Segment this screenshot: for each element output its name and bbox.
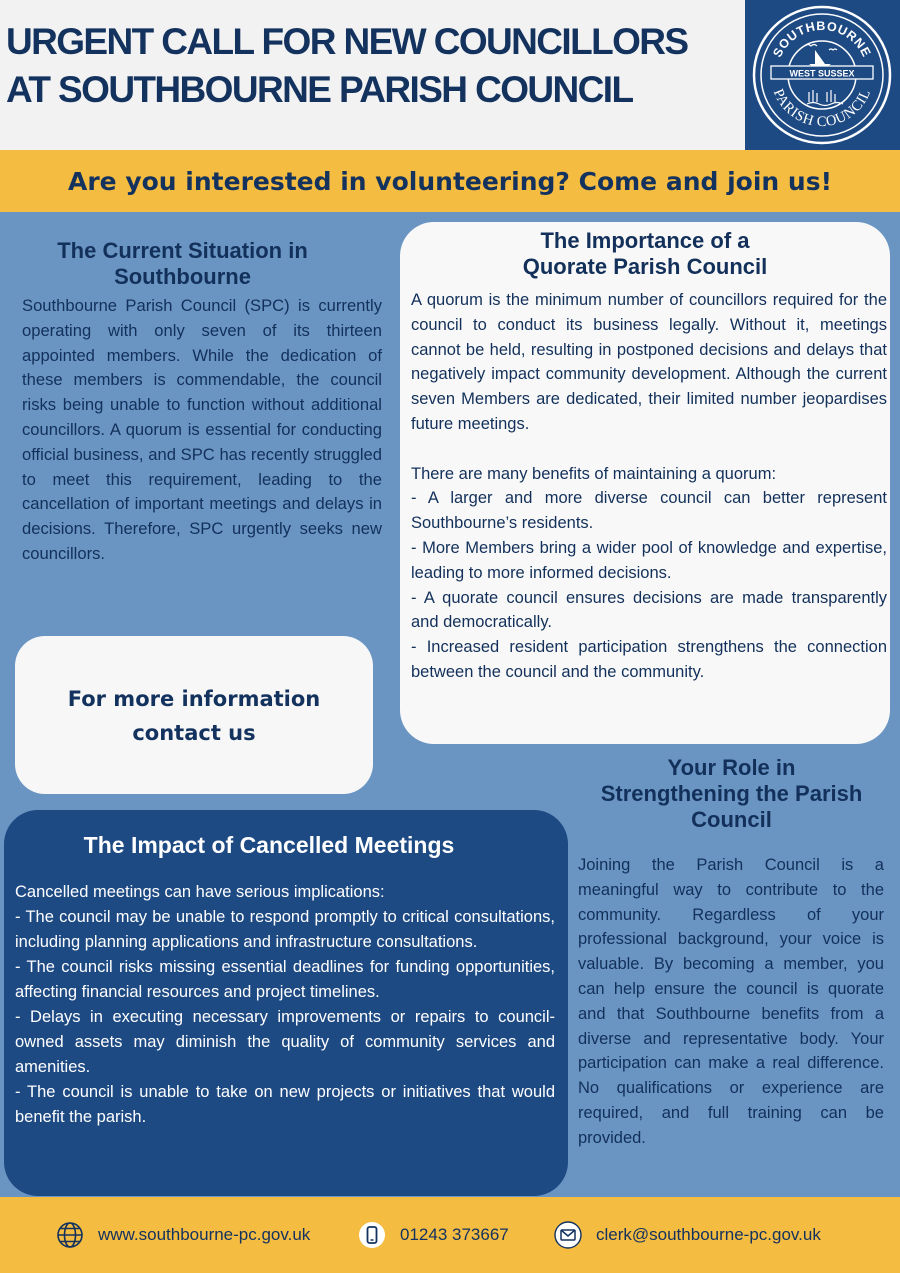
role-title-line3: Council [691,807,772,832]
current-situation-body: Southbourne Parish Council (SPC) is currently operating with only seven of its thirteen appointed members. While the dedication of these members is commendable, the council risks being unable to function without additional councillors. A quorum is essential for conducting official business, and SPC has recently struggled to meet this requirement, leading to the cancellation of important meetings and delays in decisions. Therefore, SPC urgently seeks new councillors. [22,296,382,563]
list-item: - Increased resident participation strengthens the connection between the council and the community. [411,638,887,681]
footer-phone[interactable] [358,1221,509,1249]
list-item: - The council is unable to take on new projects or initiatives that would benefit the parish. [15,1083,555,1126]
phone-number[interactable]: 01243 373667 [400,1225,509,1244]
contact-card-line1: For more information [67,687,321,711]
logo-banner-text: WEST SUSSEX [789,68,855,79]
contact-card [15,636,373,794]
quorate-title-line2: Quorate Parish Council [522,254,768,279]
footer-email[interactable] [554,1221,821,1249]
impact-body [15,880,555,1130]
list-item: - More Members bring a wider pool of knowledge and expertise, leading to more informed decisions. [411,538,887,582]
list-item: - Delays in executing necessary improvements or repairs to council-owned assets may diminish the quality of community services and amenities. [15,1008,555,1076]
envelope-icon [554,1221,582,1249]
impact-intro: Cancelled meetings can have serious implications: [15,883,385,901]
list-item: - A larger and more diverse council can better represent Southbourne’s residents. [411,489,887,533]
quorate-body [411,288,887,685]
footer [0,1197,900,1273]
contact-card-line2: contact us [132,721,256,745]
impact-title: The Impact of Cancelled Meetings [83,832,455,858]
list-item: - A quorate council ensures decisions are made transparently and democratically. [411,588,887,632]
quorate-title [400,228,890,280]
quorate-title-line1: The Importance of a [540,228,750,253]
role-title-line1: Your Role in [667,755,796,780]
parish-council-logo [745,0,900,150]
page-title [6,18,741,114]
quorate-card [400,222,890,744]
role-title [565,755,898,833]
globe-icon [56,1221,84,1249]
spacer [411,437,887,462]
banner [0,150,900,212]
footer-website[interactable] [56,1221,310,1249]
quorate-intro: A quorum is the minimum number of councillors required for the council to conduct its business legally. Without it, meetings cannot be held, resulting in postponed decisions and delays that negatively impact community development. Although the current seven Members are dedicated, their limited number jeopardises future meetings. [411,291,887,433]
logo-panel [745,0,900,150]
logo-top-text: SOUTHBOURNE [770,18,874,60]
current-situation-title: The Current Situation in Southbourne [57,238,308,289]
role-body: Joining the Parish Council is a meaningful way to contribute to the community. Regardless of your professional background, your voice is valuable. By becoming a member, you can help ensure the council is quorate and that Southbourne benefits from a diverse and representative body. Your participation can make a real difference. No qualifications or experience are required, and full training can be provided. [578,856,884,1147]
email-link[interactable]: clerk@southbourne-pc.gov.uk [596,1225,821,1244]
list-item: - The council may be unable to respond promptly to critical consultations, including planning applications and infrastructure consultations. [15,908,555,951]
role-title-line2: Strengthening the Parish [600,781,863,806]
logo-bottom-text: PARISH COUNCIL [769,86,875,131]
list-item: - The council risks missing essential deadlines for funding opportunities, affecting financial resources and project timelines. [15,958,555,1001]
website-link[interactable]: www.southbourne-pc.gov.uk [98,1225,311,1244]
page-title-line1: URGENT CALL FOR NEW COUNCILLORS [6,21,688,62]
contact-card-text [15,682,373,750]
header [0,0,745,150]
phone-icon [358,1221,386,1249]
quorate-benefits-intro: There are many benefits of maintaining a quorum: [411,464,777,483]
impact-card [4,810,568,1196]
page-title-line2: AT SOUTHBOURNE PARISH COUNCIL [6,69,633,110]
banner-text: Are you interested in volunteering? Come and join us! [67,167,832,196]
